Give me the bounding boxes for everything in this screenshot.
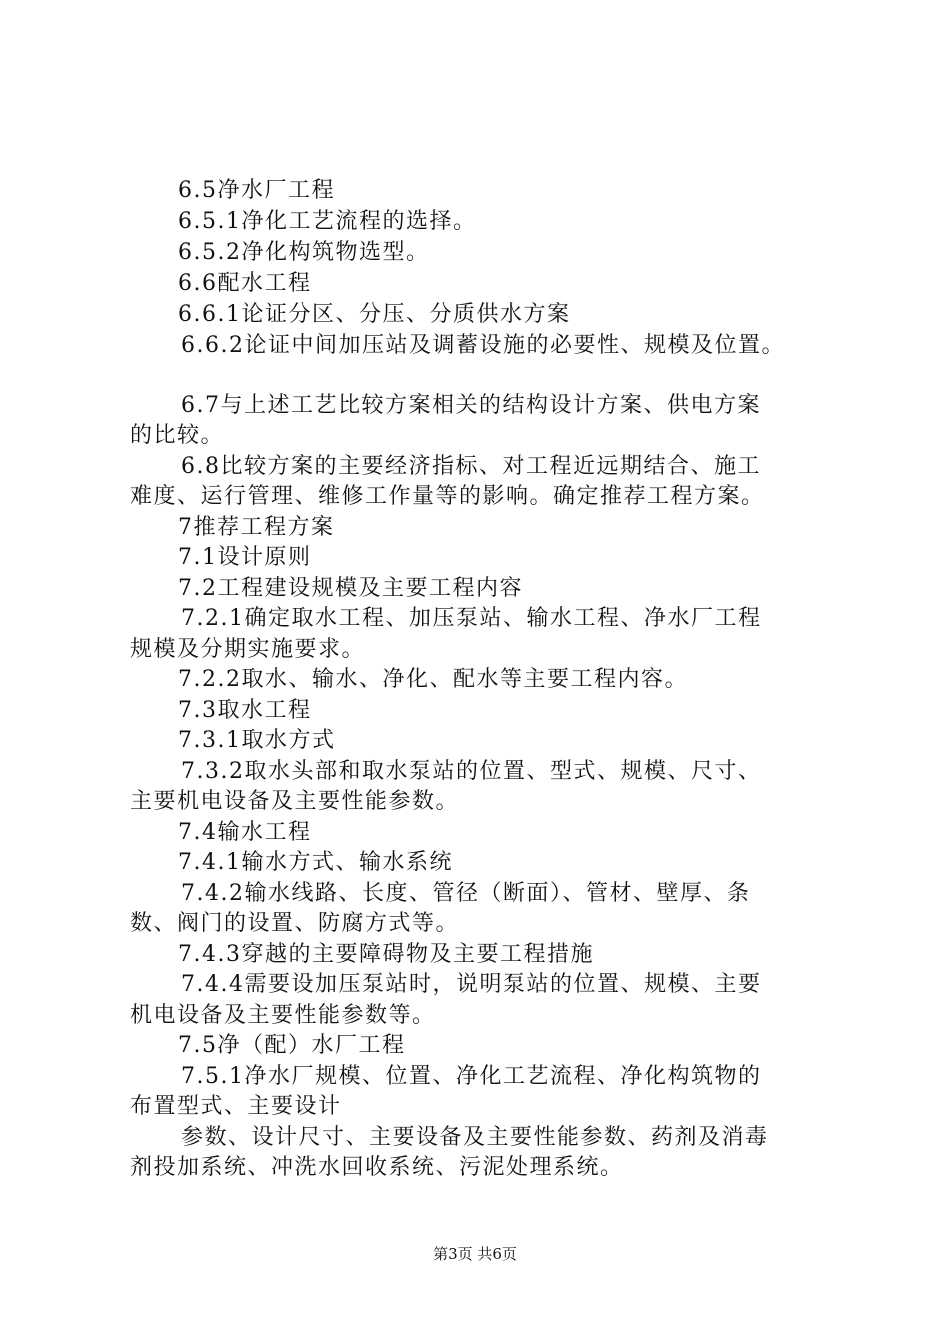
- text-line: 布置型式、主要设计: [130, 1094, 342, 1119]
- text-line: 规模及分期实施要求。: [130, 637, 366, 662]
- text-line: 7.2工程建设规模及主要工程内容: [178, 576, 523, 601]
- text-line: 7.3.1取水方式: [178, 728, 336, 753]
- text-line: 7.3取水工程: [178, 698, 312, 723]
- text-line: 7.3.2取水头部和取水泵站的位置、型式、规模、尺寸、: [181, 759, 762, 784]
- text-line: 的比较。: [130, 423, 225, 448]
- text-line: 7.2.1确定取水工程、加压泵站、输水工程、净水厂工程: [181, 606, 762, 631]
- text-line: 7.2.2取水、输水、净化、配水等主要工程内容。: [178, 667, 688, 692]
- text-line: 7.5.1净水厂规模、位置、净化工艺流程、净化构筑物的: [181, 1064, 762, 1089]
- text-line: 难度、运行管理、维修工作量等的影响。确定推荐工程方案。: [130, 484, 765, 509]
- text-line: 机电设备及主要性能参数等。: [130, 1003, 436, 1028]
- text-line: 7.5净（配）水厂工程: [178, 1033, 406, 1058]
- text-line: 7.1设计原则: [178, 545, 312, 570]
- text-line: 6.6.1论证分区、分压、分质供水方案: [178, 302, 571, 327]
- text-line: 6.5.2净化构筑物选型。: [178, 240, 430, 265]
- text-line: 7.4.2输水线路、长度、管径（断面）、管材、壁厚、条: [181, 881, 751, 906]
- text-line: 7.4.1输水方式、输水系统: [178, 850, 453, 875]
- text-line: 6.7与上述工艺比较方案相关的结构设计方案、供电方案: [181, 393, 761, 418]
- text-line: 6.6.2论证中间加压站及调蓄设施的必要性、规模及位置。: [181, 333, 785, 358]
- text-line: 6.5.1净化工艺流程的选择。: [178, 209, 477, 234]
- text-line: 6.5净水厂工程: [178, 178, 335, 203]
- text-line: 数、阀门的设置、防腐方式等。: [130, 911, 460, 936]
- text-line: 主要机电设备及主要性能参数。: [130, 789, 460, 814]
- text-line: 6.6配水工程: [178, 271, 312, 296]
- text-line: 7.4.4需要设加压泵站时，说明泵站的位置、规模、主要: [181, 972, 762, 997]
- page-number-footer: 第3页 共6页: [433, 1245, 517, 1263]
- text-line: 7.4输水工程: [178, 820, 312, 845]
- text-line: 7.4.3穿越的主要障碍物及主要工程措施: [178, 942, 594, 967]
- text-line: 剂投加系统、冲洗水回收系统、污泥处理系统。: [130, 1155, 624, 1180]
- text-line: 6.8比较方案的主要经济指标、对工程近远期结合、施工: [181, 454, 761, 479]
- text-line: 参数、设计尺寸、主要设备及主要性能参数、药剂及消毒: [181, 1125, 769, 1150]
- text-line: 7推荐工程方案: [178, 515, 335, 540]
